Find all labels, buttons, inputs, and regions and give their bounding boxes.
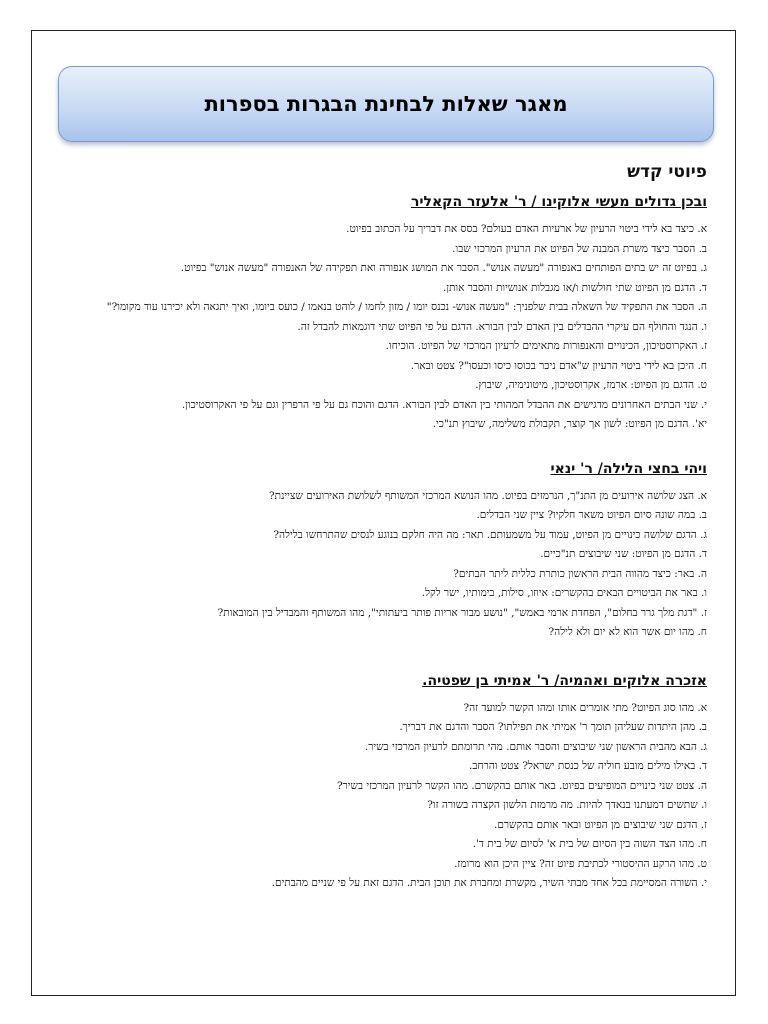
list-item: יא'. הדגם מן הפיוט: לשון אך קוצר, תקבולת משלימה, שיבוץ תנ"כי. (432, 418, 707, 430)
list-item: ח. מהו הצד השוה בין הסיום של בית א' לסיום של בית ד'. (472, 838, 707, 850)
section-title: ובכן גדולים מעשי אלוקינו / ר' אלעזר הקאליר (410, 194, 707, 210)
list-item: ט. מהו הרקע ההיסטורי לכתיבת פיוט זה? ציין היכן הוא מרומז. (454, 857, 707, 870)
list-item: ח. היכן בא לידי ביטוי הרעיון ש"אדם ניכר בכוסו כיסו וכעסו"? צטט ובאר. (410, 359, 707, 372)
list-item: ו. באר את הביטויים הבאים בהקשרים: איוזו, סילות, בימותיו, ישר לקל. (421, 587, 707, 599)
list-item: ה. באר: כיצד מהווה הבית הראשון כותרת כללית ליתר הבתים? (453, 567, 707, 580)
question-list (95, 487, 707, 643)
list-item: ב. הסבר כיצד משרת המבנה של הפיוט את הרעיון המרכזי שבו. (452, 242, 707, 255)
list-item: ג. הדגם שלושה כינויים מן הפיוט, עמוד על משמעותם. תאר: מה היה חלקם בנוגע לנסים שהתרחשו בלילה? (273, 528, 707, 541)
list-item: ה. צטט שני כינויים המופיעים בפיוט. באר אותם בהקשרם. מהו הקשר לרעיון המרכזי בשיר? (337, 779, 707, 792)
section-title: ויהי בחצי הלילה/ ר' ינאי (550, 460, 707, 477)
question-list (95, 699, 707, 894)
subject-heading: פיוטי קדש (627, 162, 707, 182)
list-item: א. הצג שלושה אירועים מן התנ"ך, הנרמזים בפיוט. מהו הנושא המרכזי המשותף לשלושת האירועים שציינת? (268, 489, 707, 502)
list-item: ב. במה שונה סיום הפיוט משאר חלקיו? ציין שני הבדלים. (476, 509, 707, 521)
question-list (95, 220, 707, 435)
list-item: ז. האקרוסטיכון, הכינויים והאנפורות מתאימים לרעיון המרכזי של הפיוט. הוכיחו. (385, 340, 707, 352)
list-item: א. כיצד בא לידי ביטוי הרעיון של ארעיות האדם בעולם? בסס את דבריך על הכתוב בפיוט. (346, 223, 707, 235)
section-title: אזכרה אלוקים ואהמיה/ ר' אמיתי בן שפטיה. (422, 672, 707, 689)
list-item: ג. הבא מהבית הראשון שני שיבוצים והסבר אותם. מהי תרומתם לרעיון המרכזי בשיר. (364, 740, 707, 753)
list-item: ד. הדגם מן הפיוט: שני שיבוצים תנ"כיים. (540, 548, 707, 560)
list-item: ז. "דגת מלך גרר בחלום", הפחדת ארמי באמש", "נושע מבור אריות פותר ביעתותי", מהו המשותף והמבדיל בין המובאות? (217, 606, 707, 619)
list-item: י. השורה המסיימת בכל אחד מבתי השיר, מקשרת ומחברת את תוכן הבית. הדגם זאת על פי שניים מהבתים. (271, 877, 707, 889)
title-banner (58, 66, 714, 142)
list-item: ו. שתשים דמעתנו בנאדך להיות. מה מרמזת הלשון הקצרה בשורה זו? (427, 799, 707, 811)
list-item: ו. הנגד והחולף הם עיקרי ההבדלים בין האדם לבין הבורא. הדגם על פי הפיוט שתי דוגמאות להבדל זה. (297, 320, 707, 333)
page-title: מאגר שאלות לבחינת הבגרות בספרות (204, 92, 568, 116)
list-item: ג. בפיוט זה יש בתים הפותחים באנפורה "מעשה אנוש". הסבר את המושג אנפורה ואת תפקידה של האנפורה "מעשה אנוש" בפיוט. (180, 262, 707, 274)
list-item: ט. הדגם מן הפיוט: ארמז, אקרוסטיכון, מיטונימיה, שיבוץ. (475, 379, 707, 391)
section-1 (95, 194, 707, 435)
list-item: י. שני הבתים האחרונים מדגישים את ההבדל המהותי בין האדם לבין הבורא. הדגם והוכח גם על פי הרפרין וגם על פי האקרוסטיכון. (181, 398, 707, 411)
document-content (95, 152, 707, 894)
list-item: ח. מהו יום אשר הוא לא יום ולא לילה? (548, 626, 707, 638)
list-item: ז. הדגם שני שיבוצים מן הפיוט ובאר אותם בהקשרם. (494, 818, 707, 831)
list-item: ד. באילו מילים מובע חוליה של כנסת ישראל? צטט והרחב. (469, 760, 707, 772)
list-item: ה. הסבר את התפקיד של השאלה בבית שלפניך: "מעשה אנוש- נכנס יומו / מזון לחמו / לוהט בנאמו / כועס ביומו, ואיך יתגאה ולא יכירנו עוד מקומו?" (106, 301, 707, 313)
list-item: ד. הדגם מן הפיוט שתי חולשות ו/או מגבלות אנושיות והסבר אותן. (443, 281, 707, 294)
section-3 (95, 673, 707, 894)
list-item: ב. מהן היתדות שעליהן תומך ר' אמיתי את תפילתו? הסבר והדגם את דבריך. (399, 721, 707, 733)
section-2 (95, 461, 707, 643)
list-item: א. מהו סוג הפיוט? מתי אומרים אותו ומהו הקשר למועד זה? (463, 701, 707, 714)
